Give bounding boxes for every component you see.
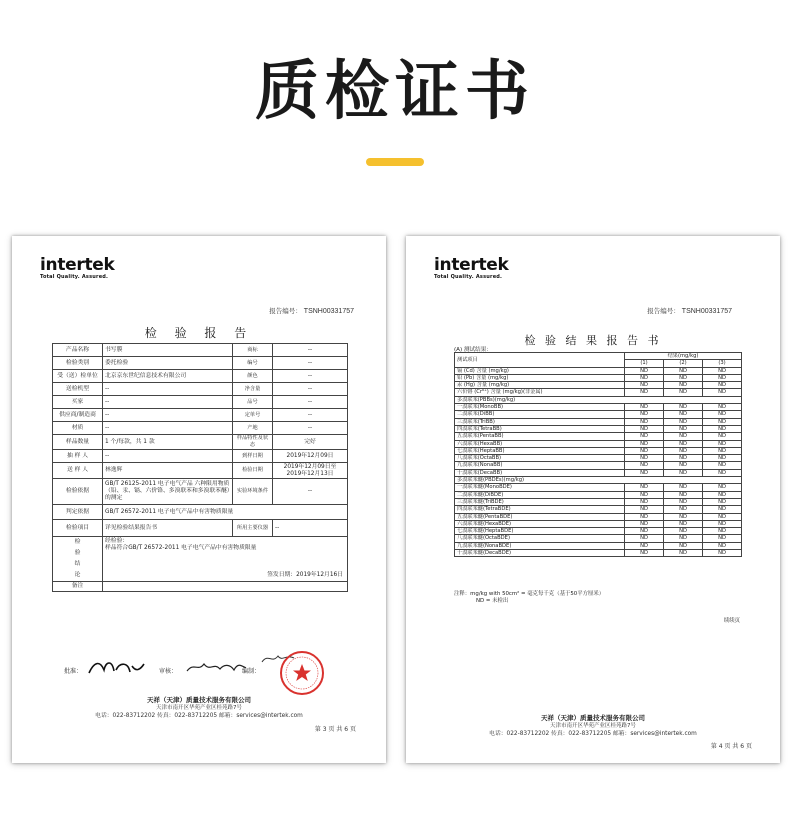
report-footer: 天祥（天津）质量技术服务有限公司 天津市南开区华苑产业区桂苑路7号 电话：022-83712202 传真：022-83712205 邮箱：services@intertek.com <box>489 714 697 737</box>
table-row: 抽 样 人 -- 到样日期 2019年12月09日 <box>53 450 348 463</box>
table-group-row: 多溴联苯(PBBs)(mg/kg) <box>455 396 742 403</box>
table-row: 产品名称 书写膜 商标 -- <box>53 344 348 357</box>
inspection-info-table <box>52 343 348 592</box>
table-row: 样品数量 1 个/每款，共 1 款 样品特性及状态 完好 <box>53 435 348 450</box>
table-row: 备注 <box>53 582 348 592</box>
continued-label: 续续页 <box>723 618 740 624</box>
official-seal-stamp <box>278 649 326 697</box>
table-note-nd: ND = 未检出 <box>476 598 509 604</box>
table-header-row: (1) (2) (3) <box>455 360 742 367</box>
table-row: 一溴联苯(MonoBB) ND ND ND <box>455 404 742 411</box>
table-row: 五溴联苯(PentaBB) ND ND ND <box>455 433 742 440</box>
table-row: 八溴联苯醚(OctaBDE) ND ND ND <box>455 535 742 542</box>
table-header-row: 测试项目 结果(mg/kg) <box>455 353 742 360</box>
table-row: 买家 -- 品号 -- <box>53 396 348 409</box>
title-accent-bar <box>366 158 424 166</box>
table-row: 二溴联苯醚(DiBDE) ND ND ND <box>455 491 742 498</box>
table-row: 送检机型 -- 净含量 -- <box>53 383 348 396</box>
brand-name: intertek <box>40 255 115 275</box>
table-row: 十溴联苯(DecaBB) ND ND ND <box>455 469 742 476</box>
table-row: 七溴联苯醚(HeptaBDE) ND ND ND <box>455 528 742 535</box>
table-row: 检验依据 GB/T 26125-2011 电子电气产品 六种限用物质（铅、汞、镉、六价铬、多溴联苯和多溴联苯醚）的测定 实验环境条件 -- <box>53 479 348 505</box>
table-row: 二溴联苯(DiBB) ND ND ND <box>455 411 742 418</box>
table-row: 铅 (Pb) 含量 (mg/kg) ND ND ND <box>455 374 742 381</box>
table-row: 供应商/制造商 -- 定单号 -- <box>53 409 348 422</box>
page-number: 第 4 页 共 6 页 <box>710 743 752 750</box>
report-title: 检 验 报 告 <box>144 326 254 340</box>
table-row: 检验项目 详见检验结果报告书 所用主要仪器 -- <box>53 520 348 537</box>
table-row: 一溴联苯醚(MonoBDE) ND ND ND <box>455 484 742 491</box>
table-row: 四溴联苯醚(TetraBDE) ND ND ND <box>455 506 742 513</box>
table-row: 镉 (Cd) 含量 (mg/kg) ND ND ND <box>455 367 742 374</box>
table-row: 九溴联苯(NonaBB) ND ND ND <box>455 462 742 469</box>
table-row: 六溴联苯(HexaBB) ND ND ND <box>455 440 742 447</box>
table-row: 送 样 人 林逸辉 检验日期 2019年12月09日至 2019年12月13日 <box>53 463 348 479</box>
intertek-logo <box>40 256 115 281</box>
signature-row: 批准： 审核： 编制： <box>64 654 304 680</box>
test-results-table <box>454 352 742 557</box>
table-row: 三溴联苯醚(TriBDE) ND ND ND <box>455 498 742 505</box>
table-row: 六溴联苯醚(HexaBDE) ND ND ND <box>455 520 742 527</box>
test-result-report-page-4 <box>406 236 780 763</box>
table-row: 十溴联苯醚(DecaBDE) ND ND ND <box>455 550 742 557</box>
report-number: 报告编号： TSNH00331757 <box>269 307 354 315</box>
table-row: 四溴联苯(TetraBB) ND ND ND <box>455 425 742 432</box>
table-row: 八溴联苯(OctaBB) ND ND ND <box>455 455 742 462</box>
intertek-logo <box>434 256 509 281</box>
table-row: 五溴联苯醚(PentaBDE) ND ND ND <box>455 513 742 520</box>
table-row: 九溴联苯醚(NonaBDE) ND ND ND <box>455 542 742 549</box>
report-footer: 天祥（天津）质量技术服务有限公司 天津市南开区华苑产业区桂苑路7号 电话：022-83712202 传真：022-83712205 邮箱：services@intertek.com <box>95 696 303 719</box>
table-row: 材质 -- 产地 -- <box>53 422 348 435</box>
page-title: 质检证书 <box>255 55 535 129</box>
report-number: 报告编号： TSNH00331757 <box>647 307 732 315</box>
table-row: 受（送）检单位 北京京东世纪信息技术有限公司 颜色 -- <box>53 370 348 383</box>
reviewer-signature <box>184 656 248 678</box>
table-group-row: 多溴联苯醚(PBDEs)(mg/kg) <box>455 477 742 484</box>
report-title: 检 验 结 果 报 告 书 <box>524 334 662 347</box>
inspection-report-page-3 <box>12 236 386 763</box>
brand-tagline: Total Quality. Assured. <box>434 274 503 280</box>
table-row: 三溴联苯(TriBB) ND ND ND <box>455 418 742 425</box>
table-row: 检 验 结 论 经检验： 样品符合GB/T 26572-2011 电子电气产品中有害物质限量 签发日期：2019年12月16日 <box>53 537 348 582</box>
table-note: 注释：mg/kg with 50cm² = 毫克每千克（基于50平方厘米） <box>454 591 605 597</box>
table-row: 判定依据 GB/T 26572-2011 电子电气产品中有害物质限量 <box>53 505 348 520</box>
approver-signature <box>86 656 146 678</box>
table-row: 六价铬 (Cr⁶⁺) 含量 (mg/kg)(非金属) ND ND ND <box>455 389 742 396</box>
brand-tagline: Total Quality. Assured. <box>40 274 109 280</box>
results-subtitle: (A) 测试结果： <box>454 347 492 353</box>
table-row: 七溴联苯(HeptaBB) ND ND ND <box>455 447 742 454</box>
table-row: 汞 (Hg) 含量 (mg/kg) ND ND ND <box>455 382 742 389</box>
table-row: 检验类别 委托检验 编号 -- <box>53 357 348 370</box>
brand-name: intertek <box>434 255 509 275</box>
page-number: 第 3 页 共 6 页 <box>314 726 356 733</box>
conclusion-label: 检 验 结 论 <box>53 537 103 582</box>
